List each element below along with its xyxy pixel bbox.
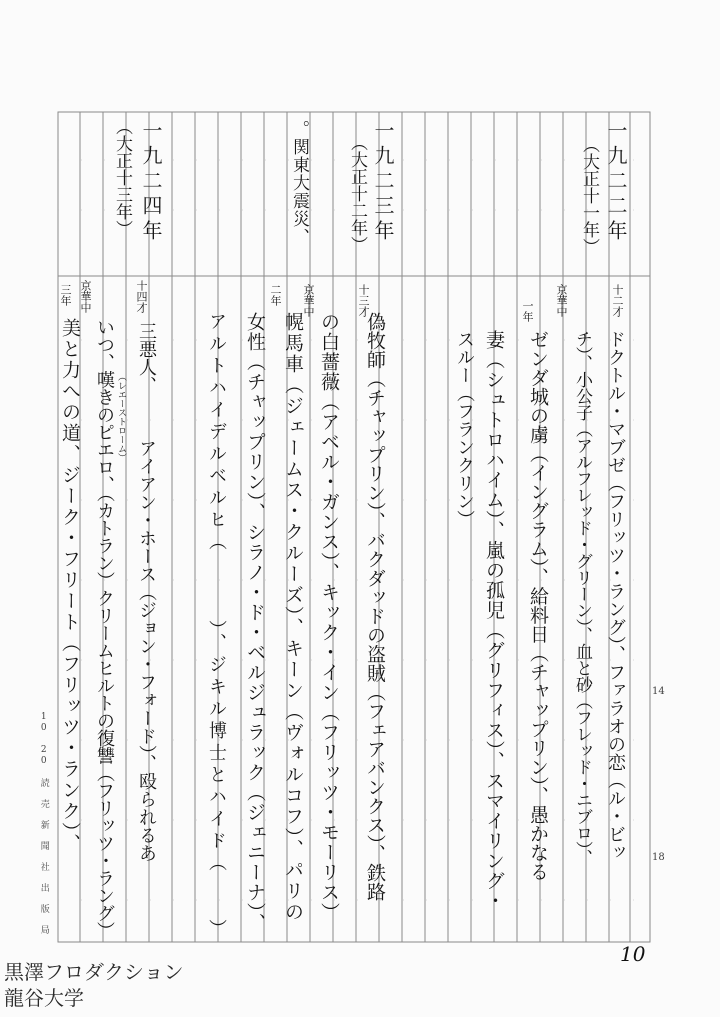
film-column-10: アルトハイデルベルヒ（ ）、ジキル博士とハイド（ ） bbox=[206, 312, 227, 941]
film-column-9: 女性（チャップリン）、シラノ・ド・ベルジュラック（ジェニーナ）、 bbox=[244, 312, 266, 933]
grade-tag-1922: 一年 bbox=[521, 300, 534, 322]
grade-tag-1924: 三年 bbox=[59, 284, 72, 306]
film-column-3: ゼンダ城の虜（イングラム）、給料日（チャップリン）、愚かなる bbox=[527, 330, 549, 881]
watermark-production: 黒澤フロダクション bbox=[4, 960, 184, 984]
page-number: 10 bbox=[620, 942, 646, 966]
era-1923: （大正十二年） bbox=[347, 134, 367, 253]
line-number-14: 14 bbox=[652, 686, 665, 697]
school-tag-1922: 京華中 bbox=[555, 284, 568, 317]
film-column-7: の白薔薇（アベル・ガンス）、キック・イン（フリッツ・モーリス） bbox=[318, 312, 340, 923]
grade-tag-1923: 二年 bbox=[269, 284, 282, 306]
film-column-6: 偽牧師（チャップリン）、バクダッドの盗賊（フェアバンクス）、鉄路 bbox=[364, 312, 386, 901]
film-column-5: スルー（フランクリン） bbox=[454, 330, 475, 528]
era-1922: （大正十一年） bbox=[579, 136, 599, 255]
school-tag-1924: 京華中 bbox=[79, 280, 92, 313]
film-column-2: チ）、小公子（アルフレッド・グリーン）、血と砂（フレッド・ニブロ）、 bbox=[572, 330, 592, 866]
film-column-4: 妻（シュトロハイム）、嵐の孤児（グリフィス）、スマイリング・ bbox=[483, 330, 505, 911]
era-1924: （大正十三年） bbox=[112, 118, 132, 237]
film-column-13: 美と力への道、ジーク・フリート（フリッツ・ランク）、 bbox=[59, 318, 81, 855]
age-tag-12: 十二才 bbox=[611, 284, 624, 317]
film-column-12: いつ、嘆きのピエロ、（カトラン）クリームヒルトの復讐（フリッツ・ラング） bbox=[94, 318, 115, 939]
school-tag-1923: 京華中 bbox=[302, 284, 315, 317]
film-column-11: 三悪人、 アイアン・ホース（ジョン・フォード）、殴られるあ bbox=[136, 322, 157, 862]
event-great-kanto-earthquake: 。関東大震災、 bbox=[289, 120, 309, 246]
year-1924: 一九二四年 bbox=[139, 120, 163, 245]
watermark-university: 龍谷大学 bbox=[4, 986, 84, 1010]
year-1923: 一九二三年 bbox=[371, 120, 395, 245]
publisher-imprint: 10 20 読 売 新 聞 社 出 版 局 bbox=[38, 712, 49, 935]
age-tag-13: 十三才 bbox=[357, 284, 370, 317]
film-column-8: 幌馬車（ジェームス・クルーズ）、キーン（ヴォルコフ）、パリの bbox=[282, 312, 304, 923]
film-column-11-annotation: （レエーストローム） bbox=[116, 372, 126, 462]
film-column-1: ドクトル・マブゼ（フリッツ・ラング）、ファラオの恋（ル・ビッ bbox=[605, 330, 626, 861]
age-tag-14: 十四才 bbox=[135, 280, 148, 313]
year-1922: 一九二二年 bbox=[604, 120, 628, 245]
line-number-18: 18 bbox=[652, 852, 665, 863]
